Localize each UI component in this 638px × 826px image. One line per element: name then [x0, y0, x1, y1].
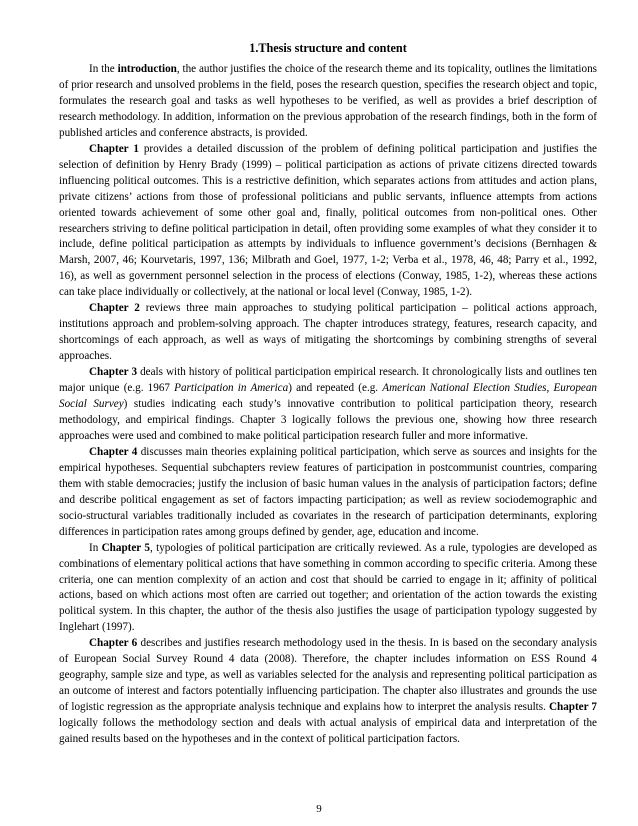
italic-title-election-studies: American National Election Studies, European Social Survey [59, 382, 597, 411]
bold-term-chapter-2: Chapter 2 [89, 302, 140, 315]
italic-title-participation-in-america: Participation in America [174, 382, 289, 395]
bold-term-chapter-6: Chapter 6 [89, 637, 138, 650]
text-run: ) and repeated (e.g. [288, 382, 383, 395]
text-run: discusses main theories explaining political participation, which serve as sources and insights for the empirical hypotheses. Sequential subchapters review features of participation in postcommunist countries, comparing them with stable democracies; justify the inclusion of basic human values in the analysis of participation factors; define and describe political engagement as set of factors impacting participation; as well as review sociodemographic and socio-structural variables traditionally included as covariates in the research of participation determinants, exploring differences in participation rates among groups defined by gender, age, education and income. [59, 445, 597, 538]
bold-term-chapter-1: Chapter 1 [89, 142, 139, 155]
paragraph-chapter-2 [59, 301, 597, 365]
text-run: , the author justifies the choice of the research theme and its topicality, outlines the limitations of prior research and unsolved problems in the field, poses the research question, specifies the research object and topic, formulates the research goal and tasks as well hypotheses to be verified, as well as provides a brief description of research methodology. In addition, information on the previous approbation of the research findings, both in the form of published articles and conference abstracts, is provided. [59, 63, 597, 139]
text-run: provides a detailed discussion of the problem of defining political participation and justifies the selection of definition by Henry Brady (1999) – political participation as actions of private citizens directed towards influencing political outcomes. This is a restrictive definition, which separates actions from attitudes and action plans, private citizens’ actions from those of professional politicians and public servants, influence attempts from actions oriented towards achievement of some other goal and, finally, political outcomes from non-political ones. Other researchers striving to define political participation in detail, often providing some examples of what they consider it to include, define political participation as attempts by individuals to influence government’s decisions (Bernhagen & Marsh, 2007, 46; Kourvetaris, 1997, 136; Milbrath and Goel, 1977, 1-2; Verba et al., 1978, 46, 48; Parry et al., 1992, 16), as well as government personnel selection in the process of elections (Conway, 1985, 1-2), whereas these actions can take place individually or collectively, at the national or local level (Conway, 1985, 1-2). [59, 142, 597, 299]
text-run: In [89, 541, 102, 554]
paragraph-chapter-6 [59, 636, 597, 748]
paragraph-introduction [59, 62, 597, 142]
paragraph-chapter-4 [59, 445, 597, 541]
paragraph-chapter-1 [59, 142, 597, 302]
paragraph-chapter-3 [59, 365, 597, 445]
bold-term-chapter-5: Chapter 5 [101, 541, 150, 554]
document-page [59, 40, 597, 748]
text-run: describes and justifies research methodology used in the thesis. In is based on the secondary analysis of European Social Survey Round 4 data (2008). Therefore, the chapter includes information on ESS Round 4 geography, sample size and type, as well as variables selected for the analysis and representing political participation as an outcome of interest and factors potentially influencing participation. The chapter also illustrates and grounds the use of logistic regression as the appropriate analysis technique and explains how to interpret the analysis results. [59, 637, 597, 714]
section-heading: 1.Thesis structure and content [249, 41, 407, 55]
bold-term-introduction: introduction [117, 63, 177, 75]
text-run: reviews three main approaches to studying political participation – political actions approach, institutions approach and problem-solving approach. The chapter introduces strategy, features, research capacity, and shortcomings of each approach, as well as ways of mitigating the shortcomings by combining strengths of several approaches. [59, 302, 597, 363]
text-run: In the [89, 63, 118, 75]
page-number: 9 [316, 803, 322, 815]
bold-term-chapter-7: Chapter 7 [548, 701, 597, 714]
text-run: ) studies indicating each study’s innovative contribution to political participation theory, research methodology, and empirical findings. Chapter 3 logically follows the previous one, showing how three research approaches were used and combined to make political participation research fuller and more informative. [59, 398, 597, 442]
text-run: , typologies of political participation are critically reviewed. As a rule, typologies are developed as combinations of elementary political actions that have something in common according to specific criteria. Among these criteria, one can mention complexity of an action and cost that should be carried to engage in it; affinity of political actions, based on which actions most often are carried out together; and orientation of the action towards the existing political system. In this chapter, the author of the thesis also justifies the usage of participation typology suggested by Inglehart (1997). [59, 541, 597, 634]
text-run: deals with history of political participation empirical research. It chronologically lists and outlines ten major unique (e.g. 1967 [59, 366, 597, 395]
paragraph-chapter-5 [59, 541, 597, 637]
bold-term-chapter-4: Chapter 4 [89, 445, 138, 458]
bold-term-chapter-3: Chapter 3 [89, 366, 138, 379]
text-run: logically follows the methodology section and deals with actual analysis of empirical data and interpretation of the gained results based on the hypotheses and in the context of political participation factors. [59, 717, 597, 746]
